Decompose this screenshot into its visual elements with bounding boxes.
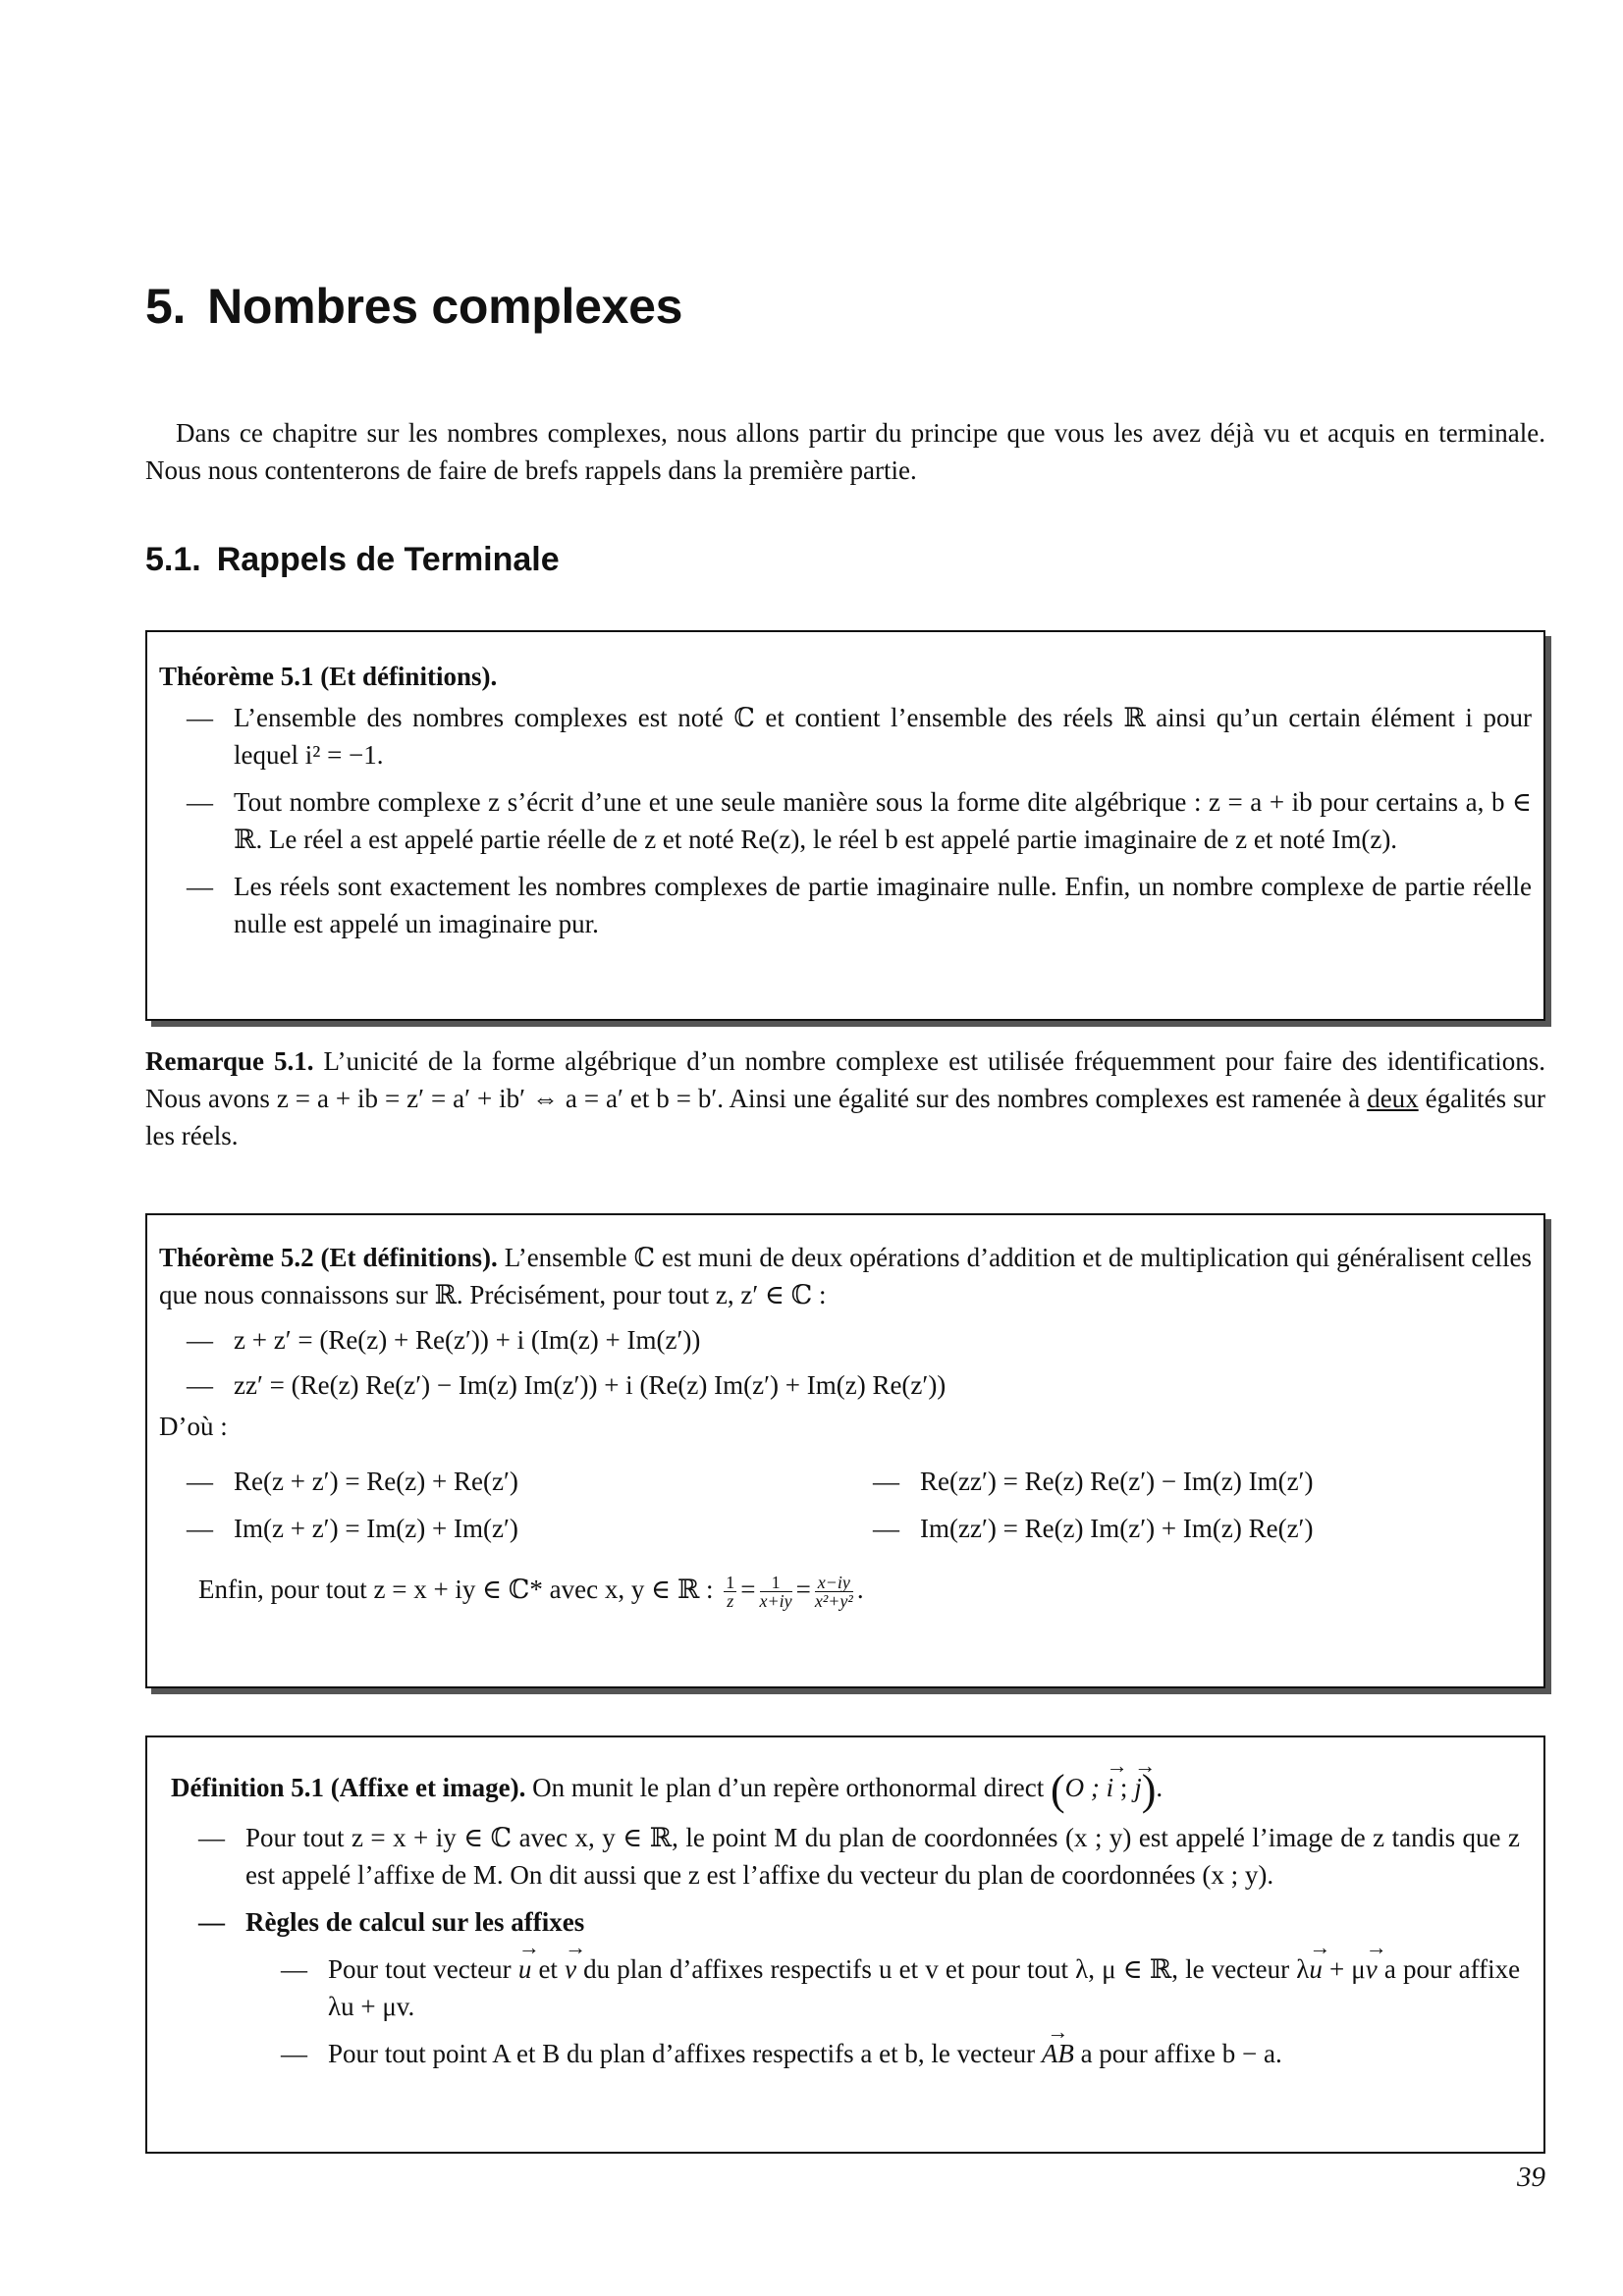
intro-paragraph	[145, 414, 1545, 489]
inverse-formula-text: Enfin, pour tout z = x + iy ∈ ℂ* avec x, y ∈ ℝ :	[198, 1575, 714, 1604]
theorem-5-1-heading: Théorème 5.1 (Et définitions).	[159, 662, 498, 691]
remark-5-1-text: L’unicité de la forme algébrique d’un nombre complexe est utilisée fréquemment pour faire des identifications. Nous avons z = a + ib = z′ = a′ + ib′ ⇔ a = a′ et b = b′. Ainsi une égalité sur des nombres complexes est ramenée à	[145, 1046, 1545, 1113]
theorem-5-2-left-column	[159, 1463, 845, 1557]
dou-label: D’où :	[159, 1412, 228, 1441]
theorem-5-1-box	[145, 630, 1545, 1021]
formula-re-sum: — Re(z + z′) = Re(z) + Re(z′)	[159, 1463, 845, 1500]
theorem-5-1-item: — Tout nombre complexe z s’écrit d’une et une seule manière sous la forme dite algébrique : z = a + ib pour certains a, b ∈ ℝ. Le réel a est appelé partie réelle de z et noté Re(z), le réel b est appelé partie imaginaire de z et noté Im(z).	[159, 783, 1532, 858]
rule-vector-ab	[171, 2035, 1520, 2072]
remark-5-1-heading: Remarque 5.1.	[145, 1046, 314, 1076]
theorem-5-1-item: — L’ensemble des nombres complexes est noté ℂ et contient l’ensemble des réels ℝ ainsi qu’un certain élément i pour lequel i² = −1.	[159, 699, 1532, 774]
remark-5-1-underlined: deux	[1367, 1084, 1419, 1113]
rules-list	[171, 1950, 1520, 2072]
frame-separator: ;	[1119, 1773, 1128, 1802]
fraction-1-over-x-iy	[760, 1574, 792, 1610]
vector-i: → i	[1107, 1769, 1114, 1806]
frame-origin: O ;	[1064, 1773, 1100, 1802]
vector-j: → j	[1134, 1769, 1142, 1806]
fraction-denominator: x+iy	[759, 1591, 792, 1612]
formula-product: — zz′ = (Re(z) Re(z′) − Im(z) Im(z′)) + i (Re(z) Im(z′) + Im(z) Re(z′))	[159, 1366, 1532, 1404]
theorem-5-2-intro-line	[159, 1239, 1532, 1313]
rule1-text-a: Pour tout vecteur	[328, 1953, 512, 1984]
rule2-text-b: a pour affixe b − a.	[1080, 2038, 1282, 2068]
formula-im-sum: — Im(z + z′) = Im(z) + Im(z′)	[159, 1510, 845, 1547]
theorem-5-2-formulas	[159, 1321, 1532, 1404]
chapter-title	[145, 277, 682, 336]
theorem-5-2-heading: Théorème 5.2 (Et définitions).	[159, 1243, 498, 1272]
vector-v-2: → v	[1366, 1950, 1378, 1988]
vector-v: → v	[565, 1950, 576, 1988]
inverse-formula: Enfin, pour tout z = x + iy ∈ ℂ* avec x, y ∈ ℝ : $\frac{1}{z}$ = $\frac{1}{x+iy}$ = $\frac{x-iy}{\text{x²+y²}}$ .	[198, 1573, 864, 1612]
chapter-title-text: Nombres complexes	[207, 279, 683, 334]
vector-u-2: → u	[1309, 1950, 1323, 1988]
rule1-text-c: du plan d’affixes respectifs u et v et pour tout λ, μ ∈ ℝ, le vecteur λ	[583, 1953, 1310, 1984]
rule2-text-a: Pour tout point A et B du plan d’affixes respectifs a et b, le vecteur	[328, 2038, 1036, 2068]
definition-5-1-intro-line: Définition 5.1 (Affixe et image). On munit le plan d’un repère orthonormal direct (O ; → i ; → j).	[171, 1769, 1520, 1809]
fraction-numerator: x−iy	[815, 1574, 853, 1592]
formula-im-product: — Im(zz′) = Re(z) Im(z′) + Im(z) Re(z′)	[845, 1510, 1532, 1547]
rule1-text-d: + μ	[1328, 1953, 1366, 1984]
theorem-5-2-box	[145, 1213, 1545, 1688]
definition-5-1-intro: On munit le plan d’un repère orthonormal direct	[532, 1773, 1045, 1802]
close-paren: )	[1141, 1765, 1157, 1814]
definition-5-1-list	[171, 1819, 1520, 1941]
remark-5-1-text-end: égalités sur les réels.	[145, 1084, 1546, 1150]
definition-5-1-box	[145, 1735, 1545, 2154]
section-number: 5.1.	[145, 541, 201, 578]
theorem-5-1-item: — Les réels sont exactement les nombres complexes de partie imaginaire nulle. Enfin, un nombre complexe de partie réelle nulle est appelé un imaginaire pur.	[159, 868, 1532, 942]
formula-re-product: — Re(zz′) = Re(z) Re(z′) − Im(z) Im(z′)	[845, 1463, 1532, 1500]
rule1-text-e: a pour affixe λu + μv.	[328, 1953, 1521, 2021]
fraction-denominator: z	[727, 1591, 734, 1612]
vector-u: → u	[518, 1950, 532, 1988]
definition-5-1-heading: Définition 5.1 (Affixe et image).	[171, 1773, 526, 1802]
fraction-denominator: x²+y²	[814, 1591, 853, 1612]
formula-sum: — z + z′ = (Re(z) + Re(z′)) + i (Im(z) + Im(z′))	[159, 1321, 1532, 1359]
chapter-number: 5.	[145, 279, 187, 334]
rules-heading: — Règles de calcul sur les affixes	[171, 1903, 1520, 1941]
section-title-text: Rappels de Terminale	[216, 541, 560, 578]
open-paren: (	[1051, 1765, 1065, 1814]
remark-5-1	[145, 1042, 1545, 1154]
theorem-5-2-right-column	[845, 1463, 1532, 1557]
theorem-5-2-columns	[159, 1463, 1532, 1557]
rule1-text-b: et	[538, 1953, 558, 1984]
remark-5-1-paragraph	[145, 1042, 1545, 1154]
section-title	[145, 538, 560, 581]
page-number: 39	[1517, 2162, 1545, 2193]
vector-ab: → AB	[1042, 2035, 1074, 2072]
intro-text: Dans ce chapitre sur les nombres complexes, nous allons partir du principe que vous les avez déjà vu et acquis en terminale. Nous nous contenterons de faire de brefs rappels dans la première partie.	[145, 418, 1545, 485]
theorem-5-2-intro: L’ensemble ℂ est muni de deux opérations d’addition et de multiplication qui généralisent celles que nous connaissons sur ℝ. Précisément, pour tout z, z′ ∈ ℂ :	[159, 1243, 1532, 1309]
fraction-conjugate	[815, 1574, 853, 1610]
fraction-numerator: 1	[726, 1573, 735, 1593]
fraction-numerator: 1	[760, 1574, 792, 1592]
rule-linear-combination	[171, 1950, 1520, 2025]
definition-image-affixe: — Pour tout z = x + iy ∈ ℂ avec x, y ∈ ℝ, le point M du plan de coordonnées (x ; y) est appelé l’image de z tandis que z est appelé l’affixe de M. On dit aussi que z est l’affixe du vecteur du plan de coordonnées (x ; y).	[171, 1819, 1520, 1894]
fraction-1-over-z	[724, 1574, 736, 1610]
theorem-5-1-list	[159, 699, 1532, 942]
